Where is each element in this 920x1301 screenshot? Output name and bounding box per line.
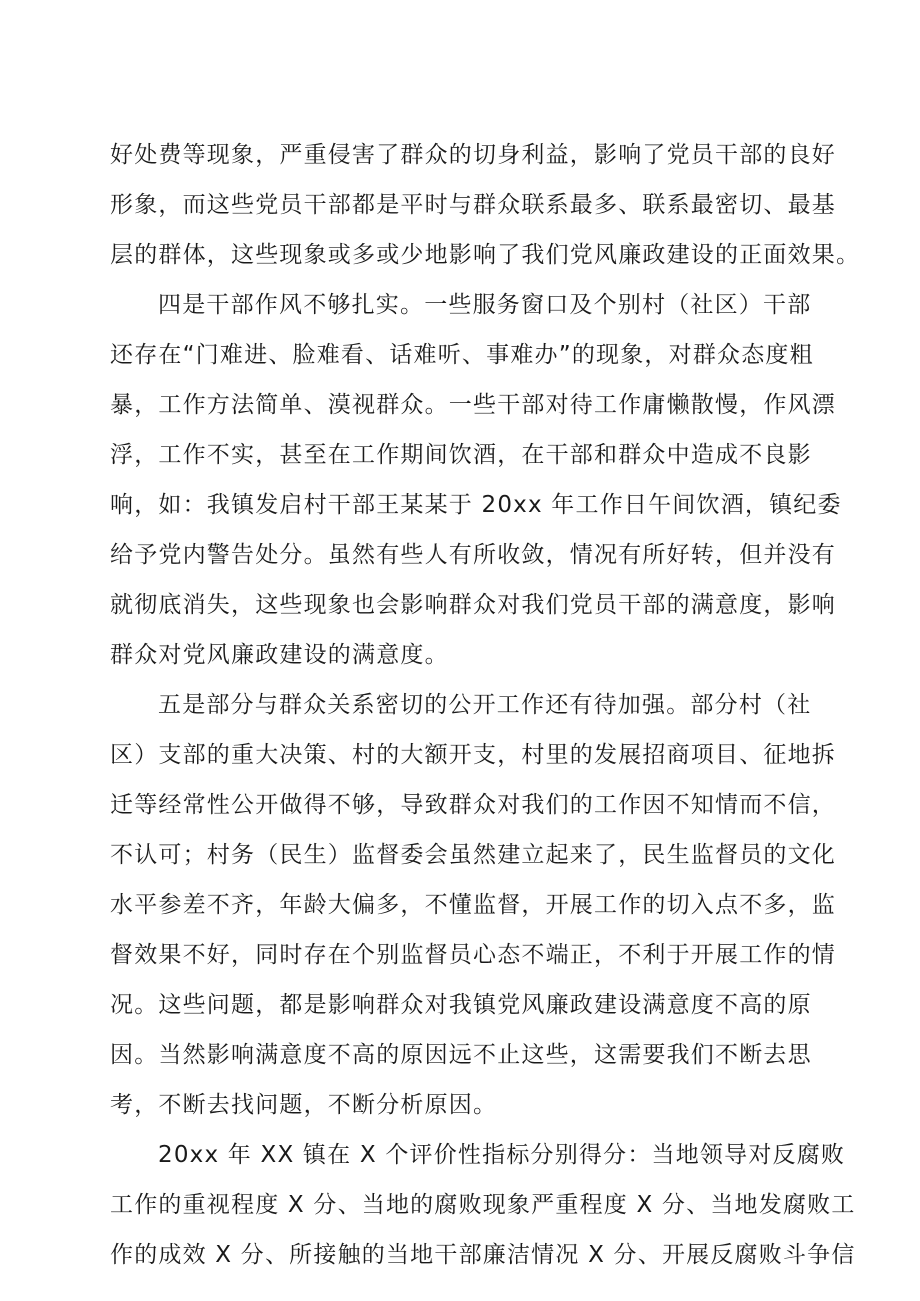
text-line: 好处费等现象，严重侵害了群众的切身利益，影响了党员干部的良好 (110, 142, 836, 168)
text-line: 不认可；村务（民生）监督委会虽然建立起来了，民生监督员的文化 (110, 842, 836, 868)
text-line: 作的成效 X 分、所接触的当地干部廉洁情况 X 分、开展反腐败斗争信 (110, 1242, 856, 1268)
text-line: 给予党内警告处分。虽然有些人有所收敛，情况有所好转，但并没有 (110, 542, 836, 568)
text-line: 响，如：我镇发启村干部王某某于 20xx 年工作日午间饮酒，镇纪委 (110, 492, 842, 518)
text-line: 四是干部作风不够扎实。一些服务窗口及个别村（社区）干部 (158, 292, 812, 318)
text-line: 督效果不好，同时存在个别监督员心态不端正，不利于开展工作的情 (110, 942, 836, 968)
text-line: 五是部分与群众关系密切的公开工作还有待加强。部分村（社 (158, 692, 812, 718)
text-line: 水平参差不齐，年龄大偏多，不懂监督，开展工作的切入点不多，监 (110, 892, 836, 918)
text-line: 因。当然影响满意度不高的原因远不止这些，这需要我们不断去思 (110, 1042, 812, 1068)
text-line: 区）支部的重大决策、村的大额开支，村里的发展招商项目、征地拆 (110, 742, 836, 768)
text-line: 况。这些问题，都是影响群众对我镇党风廉政建设满意度不高的原 (110, 992, 812, 1018)
text-line: 就彻底消失，这些现象也会影响群众对我们党员干部的满意度，影响 (110, 592, 836, 618)
text-line: 层的群体，这些现象或多或少地影响了我们党风廉政建设的正面效果。 (110, 242, 861, 268)
text-line: 暴，工作方法简单、漠视群众。一些干部对待工作庸懒散慢，作风漂 (110, 392, 836, 418)
text-line: 工作的重视程度 X 分、当地的腐败现象严重程度 X 分、当地发腐败工 (110, 1192, 856, 1218)
text-line: 浮，工作不实，甚至在工作期间饮酒，在干部和群众中造成不良影 (110, 442, 812, 468)
text-line: 形象，而这些党员干部都是平时与群众联系最多、联系最密切、最基 (110, 192, 836, 218)
text-line: 迁等经常性公开做得不够，导致群众对我们的工作因不知情而不信， (110, 792, 836, 818)
text-line: 群众对党风廉政建设的满意度。 (110, 642, 449, 668)
text-line: 考，不断去找问题，不断分析原因。 (110, 1092, 498, 1118)
text-line: 还存在“门难进、脸难看、话难听、事难办”的现象，对群众态度粗 (110, 342, 814, 368)
text-line: 20xx 年 XX 镇在 X 个评价性指标分别得分：当地领导对反腐败 (158, 1142, 846, 1168)
